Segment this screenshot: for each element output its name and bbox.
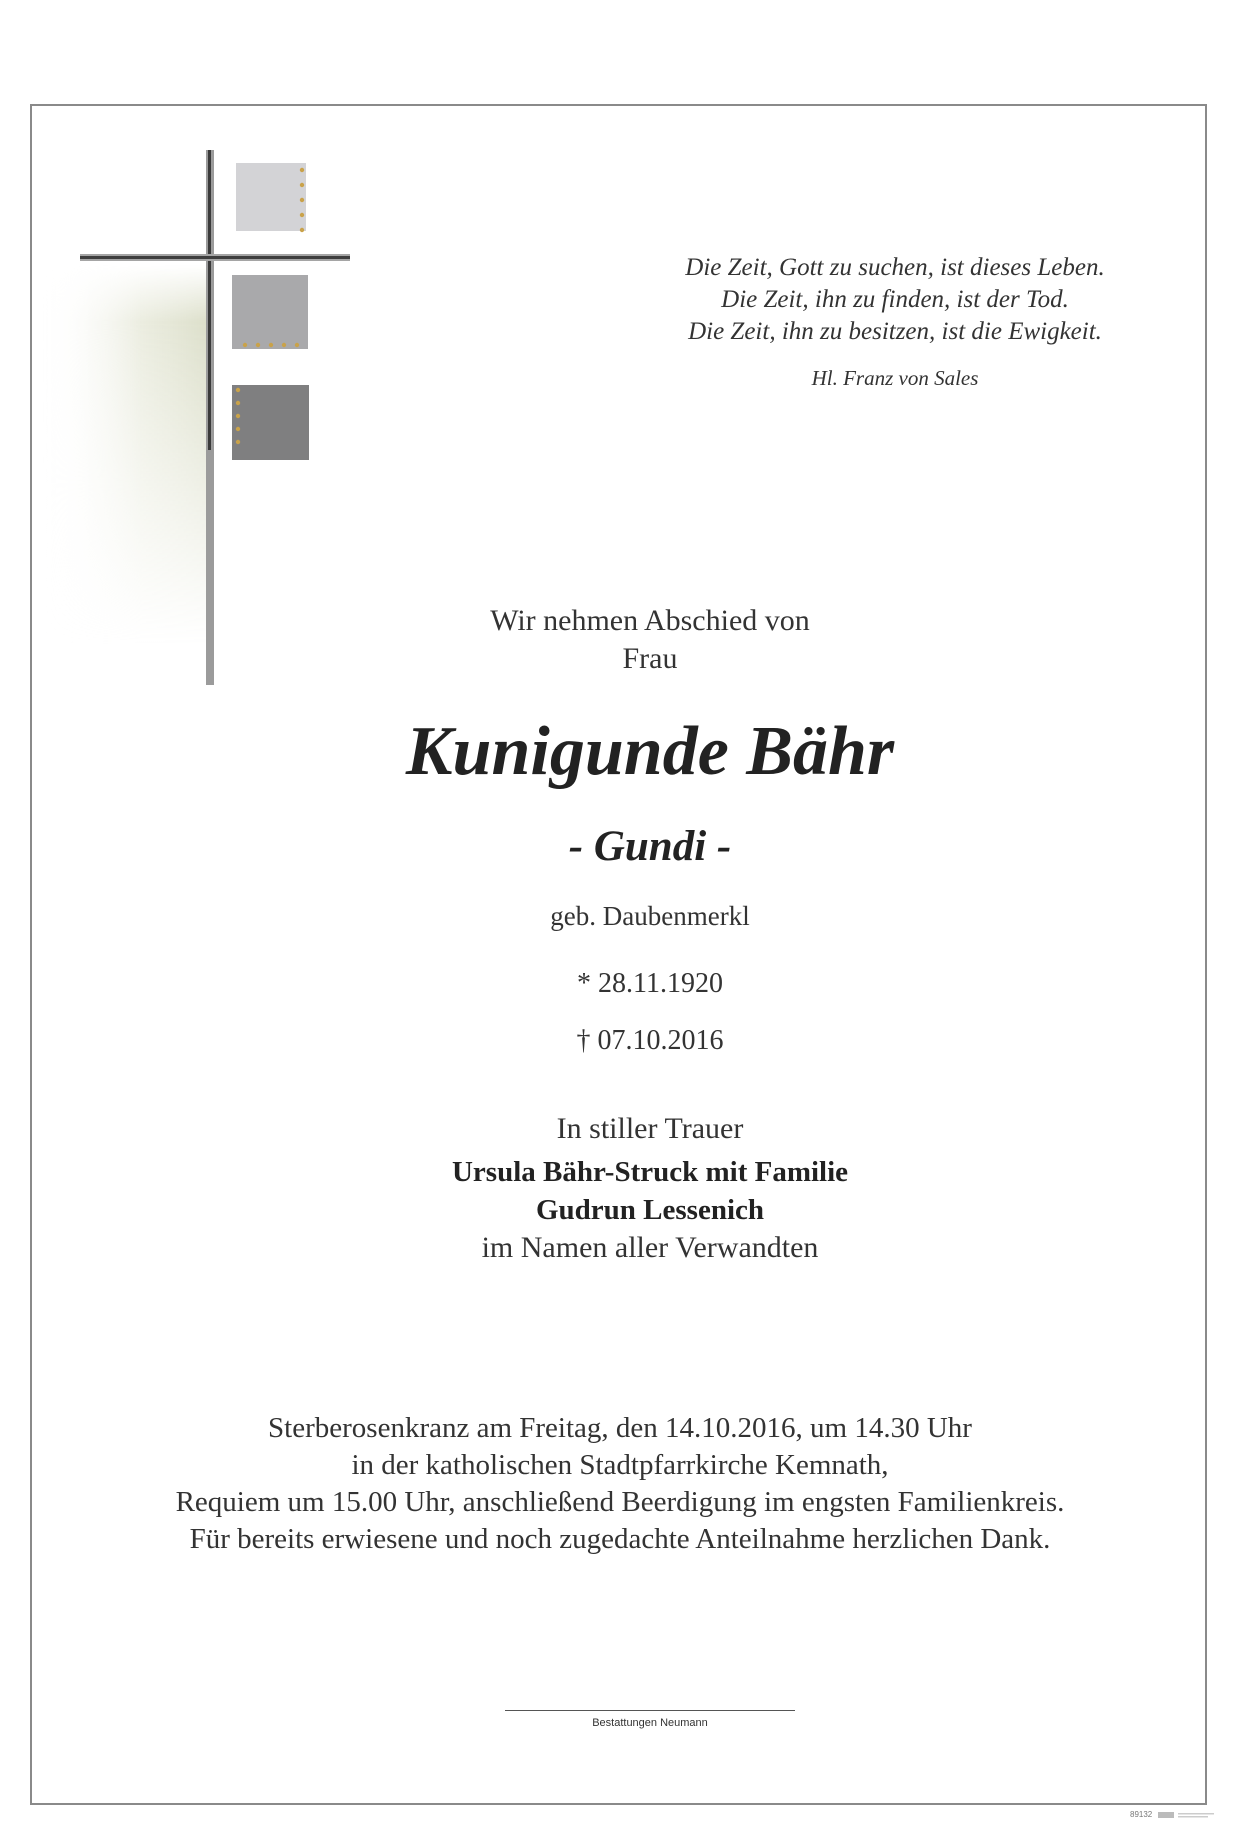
deceased-name: Kunigunde Bähr xyxy=(405,713,895,790)
square-dark xyxy=(232,385,309,460)
birth-date: * 28.11.1920 xyxy=(577,968,723,999)
footer-code: 89132 xyxy=(1130,1810,1153,1819)
quote-line: Die Zeit, ihn zu besitzen, ist die Ewigkeit. xyxy=(688,318,1102,345)
mourners-intro: In stiller Trauer xyxy=(556,1112,744,1145)
quote-author xyxy=(600,362,1190,394)
deceased-nickname: - Gundi - xyxy=(568,823,732,870)
publisher-logo xyxy=(1158,1810,1218,1820)
maiden-name: geb. Daubenmerkl xyxy=(550,901,750,931)
mourners-others: im Namen aller Verwandten xyxy=(481,1231,819,1264)
service-line-1: Sterberosenkranz am Freitag, den 14.10.2016, um 14.30 Uhr xyxy=(268,1412,972,1444)
quote-line: Die Zeit, ihn zu finden, ist der Tod. xyxy=(721,286,1069,313)
square-mid xyxy=(232,275,308,349)
quote-block xyxy=(600,252,1190,348)
quote-author-text: Hl. Franz von Sales xyxy=(811,366,979,390)
mourner-family-1: Ursula Bähr-Struck mit Familie xyxy=(451,1156,849,1188)
intro-line-1: Wir nehmen Abschied von xyxy=(490,604,810,637)
undertaker-name: Bestattungen Neumann xyxy=(592,1717,708,1729)
service-line-2: in der katholischen Stadtpfarrkirche Kemnath, xyxy=(351,1449,889,1481)
service-line-3: Requiem um 15.00 Uhr, anschließend Beerdigung im engsten Familienkreis. xyxy=(175,1486,1065,1518)
quote-line: Die Zeit, Gott zu suchen, ist dieses Leben. xyxy=(685,254,1105,281)
mist-shape xyxy=(40,265,210,645)
death-date: † 07.10.2016 xyxy=(576,1025,724,1056)
mourner-family-2: Gudrun Lessenich xyxy=(535,1194,765,1226)
undertaker-divider xyxy=(505,1710,795,1711)
square-light xyxy=(236,163,306,231)
intro-line-2: Frau xyxy=(622,642,678,675)
service-line-4: Für bereits erwiesene und noch zugedachte Anteilnahme herzlichen Dank. xyxy=(189,1523,1051,1555)
